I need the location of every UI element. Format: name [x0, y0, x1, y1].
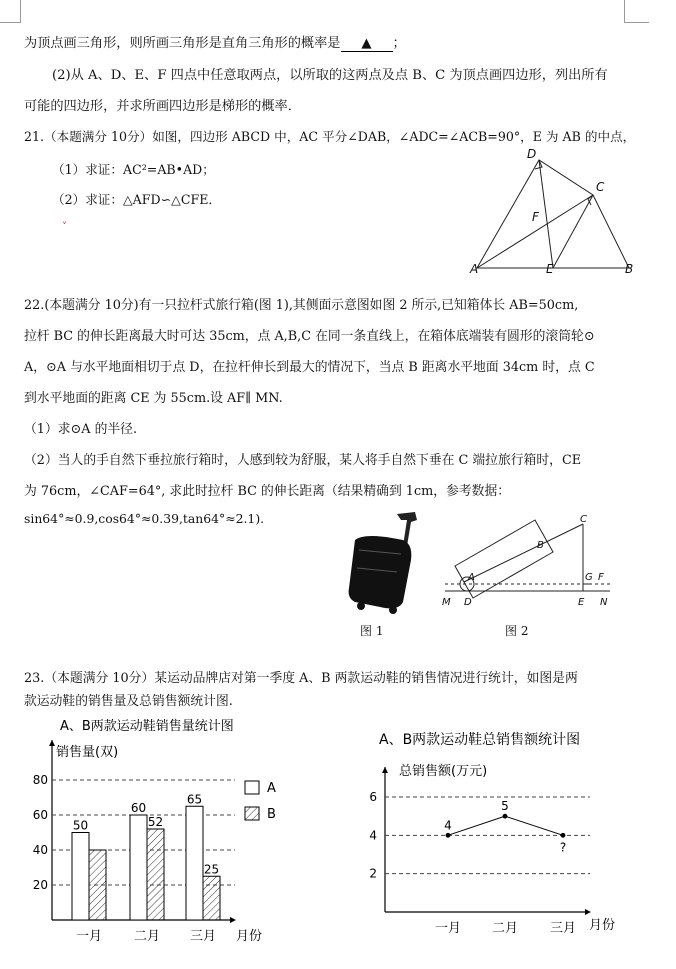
legend-swatch-a [245, 781, 259, 794]
bar-y-axis-arrow [49, 740, 55, 746]
question-21-part-1: （1）求证：AC²=AB•AD； [52, 162, 215, 177]
line-y-tick-2: 2 [369, 866, 377, 881]
legend-label-b: B [267, 807, 276, 822]
question-22-line-4: 到水平地面的距离 CE 为 55cm.设 AF∥ MN. [24, 391, 283, 406]
line-label-一月: 4 [444, 818, 452, 833]
bar-y-label: 销售量(双) [56, 745, 119, 760]
bar-B-一月 [89, 850, 106, 920]
bar-A-三月 [186, 806, 203, 920]
line-3: 可能的四边形，并求所画四边形是梯形的概率． [24, 99, 301, 114]
bar-label-A-二月: 60 [130, 801, 147, 815]
bar-chart-sales-volume [20, 712, 320, 947]
quad-abcd [477, 160, 629, 268]
line-x-tick-二月: 二月 [491, 921, 519, 936]
label-d: D [527, 147, 537, 161]
question-22-line-3: A，⊙A 与水平地面相切于点 D，在拉杆伸长到最大的情况下，当点 B 距离水平地面 34cm 时，点 C [24, 360, 595, 375]
line-x-label: 月份 [589, 918, 616, 933]
line-1 [24, 32, 406, 52]
legend-swatch-b [245, 807, 259, 820]
fig2-label-c: C [580, 514, 587, 525]
segment-ac [477, 195, 593, 268]
question-22-line-1: 22.(本题满分 10分)有一只拉杆式旅行箱(图 1),其侧面示意图如图 2 所示,已知箱体长 AB=50cm, [24, 298, 579, 313]
fig2-label-n: N [600, 597, 608, 608]
bar-B-三月 [203, 876, 220, 920]
red-mark: ˅ [62, 222, 67, 233]
line-label-三月: ? [559, 840, 567, 855]
bar-A-二月 [130, 815, 147, 920]
suitcase-box [455, 520, 553, 598]
suitcase-wheel-2 [389, 606, 397, 614]
suitcase-wheel-1 [357, 602, 365, 610]
line-y-tick-6: 6 [369, 790, 377, 804]
line-y-label: 总销售额(万元) [399, 764, 488, 779]
line-1-end: ； [392, 36, 406, 51]
suitcase-diagram [440, 512, 615, 614]
bar-label-B-三月: 25 [203, 862, 220, 877]
fig2-label-m: M [442, 597, 451, 608]
question-22-sub-4: sin64°≈0.9,cos64°≈0.39,tan64°≈2.1). [24, 511, 265, 526]
geometry-figure-21 [460, 145, 650, 280]
fig2-label-g: G [585, 572, 593, 583]
figure-2-caption: 图 2 [505, 624, 529, 638]
bar-x-axis-arrow [230, 917, 236, 923]
line-x-tick-一月: 一月 [434, 921, 462, 936]
bar-label-A-三月: 65 [186, 792, 203, 807]
bar-A-一月 [72, 833, 89, 921]
label-a: A [470, 262, 479, 276]
bar-x-tick-三月: 三月 [189, 929, 217, 944]
bar-x-label: 月份 [236, 929, 263, 944]
fig2-label-b: B [537, 540, 544, 551]
line-chart-title: A、B两款运动鞋总销售额统计图 [379, 732, 581, 748]
fig2-label-a: A [468, 572, 475, 583]
question-22-sub-2: （2）当人的手自然下垂拉旅行箱时，人感到较为舒服，某人将手自然下垂在 C 端拉旅行箱时，CE [24, 453, 582, 468]
question-22-line-2: 拉杆 BC 的伸长距离最大时可达 35cm，点 A,B,C 在同一条直线上，在箱体底端装有圆形的滚筒轮⊙ [24, 329, 595, 344]
line-point-三月 [561, 833, 566, 838]
bar-x-tick-二月: 二月 [133, 929, 161, 944]
line-1-text: 为顶点画三角形，则所画三角形是直角三角形的概率是 [24, 36, 341, 51]
label-e: E [546, 262, 554, 276]
figure-1-caption: 图 1 [360, 624, 384, 638]
segment-ce [553, 195, 593, 268]
fig2-label-e: E [578, 597, 585, 608]
handle-line-ac [464, 524, 583, 582]
question-22-sub-3: 为 76cm，∠CAF=64°, 求此时拉杆 BC 的伸长距离（结果精确到 1cm，参考数据： [24, 484, 511, 499]
bar-label-B-二月: 52 [147, 815, 164, 829]
line-2: (2)从 A、D、E、F 四点中任意取两点，以所取的这两点及点 B、C 为顶点画四边形，列出所有 [52, 68, 608, 83]
bar-y-tick-60: 60 [32, 808, 48, 822]
corner-mark-right [624, 0, 649, 23]
question-23-line-2: 款运动鞋的销售量及总销售额统计图. [24, 694, 233, 709]
suitcase-photo [345, 510, 425, 615]
fig2-label-d: D [464, 597, 472, 608]
question-21: 21.（本题满分 10分）如图，四边形 ABCD 中，AC 平分∠DAB，∠ADC=∠ACB=90°，E 为 AB 的中点， [24, 129, 636, 144]
label-f: F [532, 210, 539, 224]
bar-y-tick-40: 40 [32, 843, 48, 857]
line-y-tick-4: 4 [369, 828, 377, 843]
sales-line [448, 816, 563, 835]
line-label-二月: 5 [501, 799, 509, 814]
corner-mark-left [0, 0, 21, 23]
bar-x-tick-一月: 一月 [75, 929, 103, 944]
bar-y-tick-80: 80 [32, 773, 48, 787]
label-b: B [625, 262, 634, 276]
bar-chart-title: A、B两款运动鞋销售量统计图 [60, 719, 234, 734]
line-x-tick-三月: 三月 [549, 921, 577, 936]
bar-B-二月 [147, 829, 164, 920]
suitcase-body [349, 536, 412, 608]
line-x-axis-arrow [585, 909, 591, 915]
legend-label-a: A [267, 781, 276, 796]
question-21-part-2: （2）求证：△AFD∽△CFE． [52, 192, 221, 207]
line-y-axis-arrow [382, 767, 388, 773]
bar-y-tick-20: 20 [32, 878, 48, 892]
answer-blank: ▲ [341, 36, 393, 52]
label-c: C [596, 180, 605, 194]
question-22-sub-1: （1）求⊙A 的半径. [24, 422, 138, 437]
line-point-二月 [503, 814, 508, 819]
segment-de [539, 160, 553, 268]
fig2-label-f: F [598, 572, 604, 583]
bar-label-A-一月: 50 [72, 818, 89, 833]
line-point-一月 [446, 833, 451, 838]
question-23-line-1: 23.（本题满分 10分）某运动品牌店对第一季度 A、B 两款运动鞋的销售情况进行统计，如图是两 [24, 671, 578, 686]
line-chart-total-sales [345, 725, 645, 940]
